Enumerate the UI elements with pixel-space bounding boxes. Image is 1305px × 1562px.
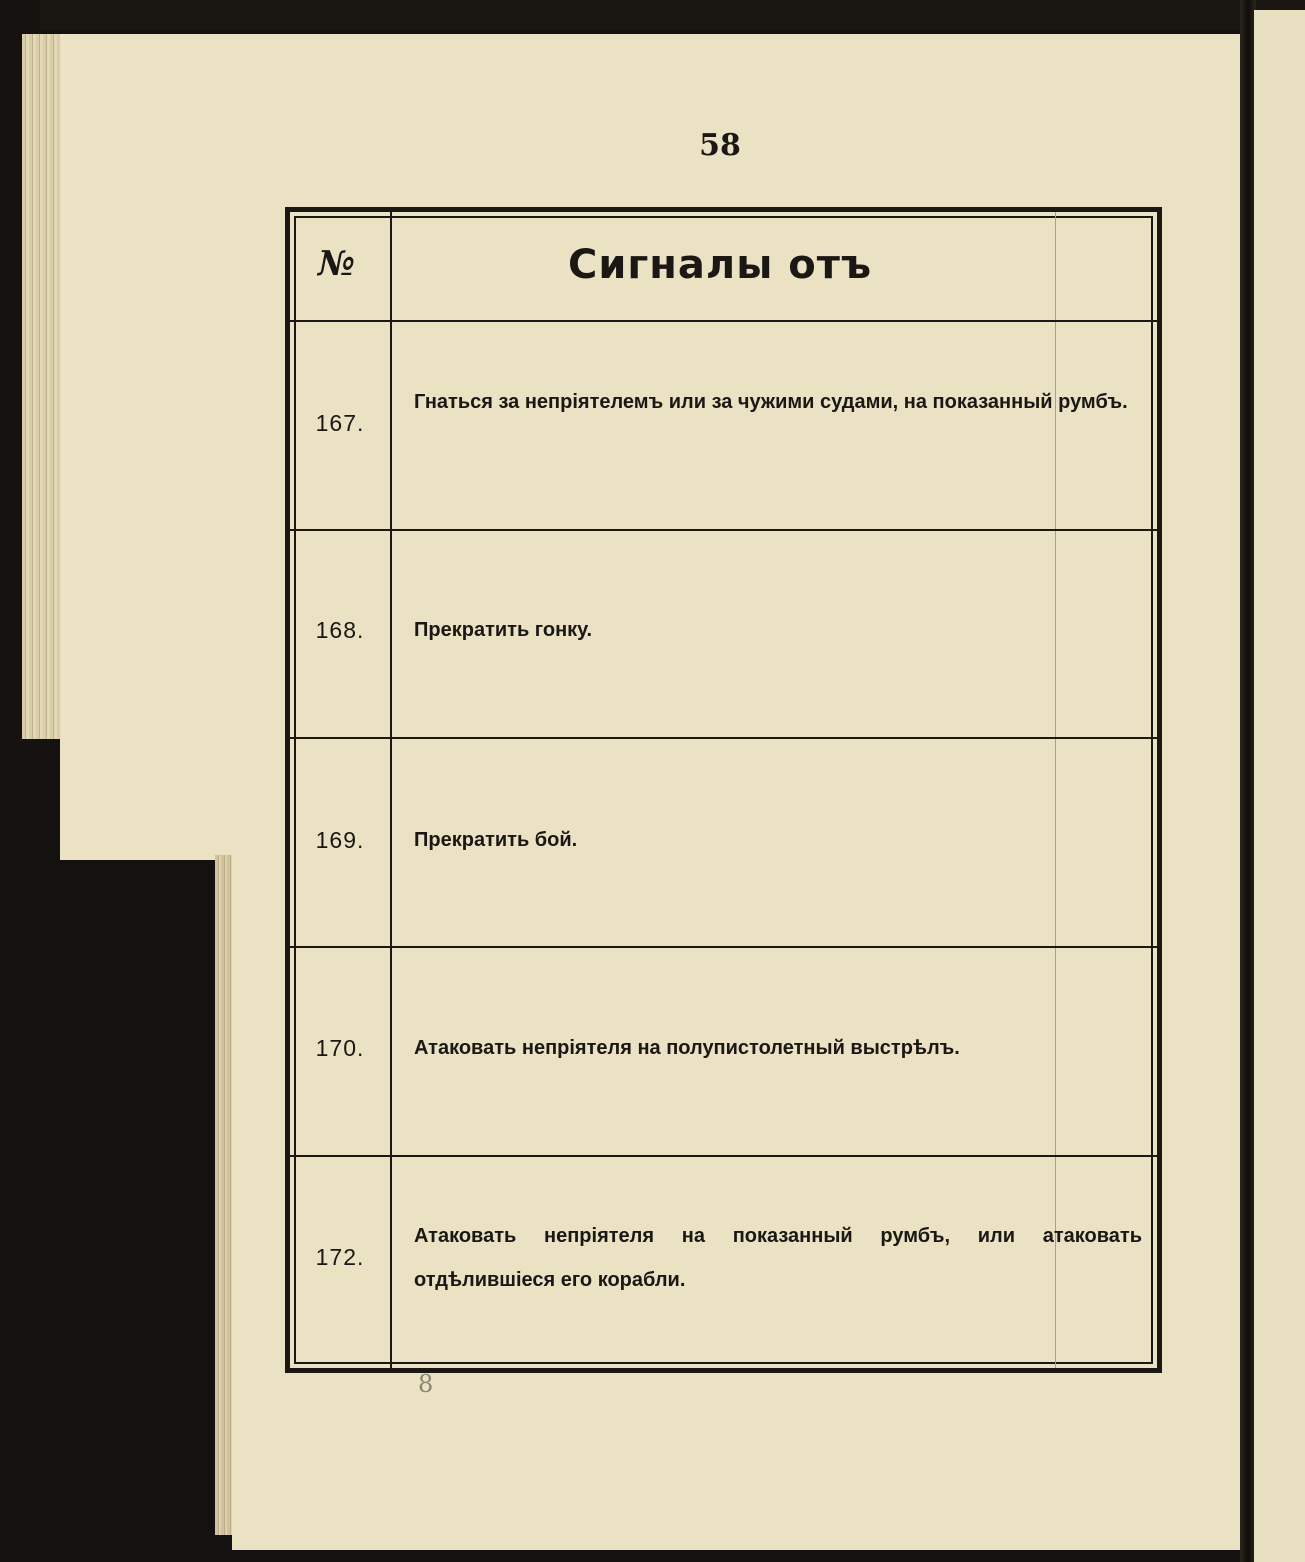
signal-number: 170.: [315, 1035, 365, 1061]
page-mark: 8: [418, 1370, 434, 1398]
signal-text: Атаковать непріятеля на полупистолетный выстрѣлъ.: [414, 1037, 960, 1059]
signal-text: Прекратить бой.: [414, 829, 578, 851]
row-divider: [290, 529, 1157, 531]
table-title: Сигналы отъ: [567, 242, 873, 288]
header-divider: [290, 320, 1157, 322]
signal-number: 168.: [315, 617, 365, 643]
signal-number: 167.: [315, 410, 365, 436]
signal-number: 172.: [315, 1244, 365, 1270]
signal-text: Атаковать непріятеля на показанный румбъ, или атаковать отдѣлившіеся его корабли.: [414, 1225, 1142, 1291]
signals-table: [285, 207, 1162, 1373]
row-divider: [290, 737, 1157, 739]
scan-background-top: [0, 0, 1305, 30]
signal-text: Гнаться за непріятелемъ или за чужими судами, на показанный румбъ.: [414, 391, 1128, 413]
column-divider: [390, 212, 392, 1368]
row-divider: [290, 1155, 1157, 1157]
facing-page-edge: [1254, 10, 1305, 1562]
signal-number: 169.: [315, 827, 365, 853]
row-divider: [290, 946, 1157, 948]
page-number: 58: [699, 128, 741, 163]
number-column-header: №: [318, 244, 355, 284]
signal-text: Прекратить гонку.: [414, 619, 593, 641]
